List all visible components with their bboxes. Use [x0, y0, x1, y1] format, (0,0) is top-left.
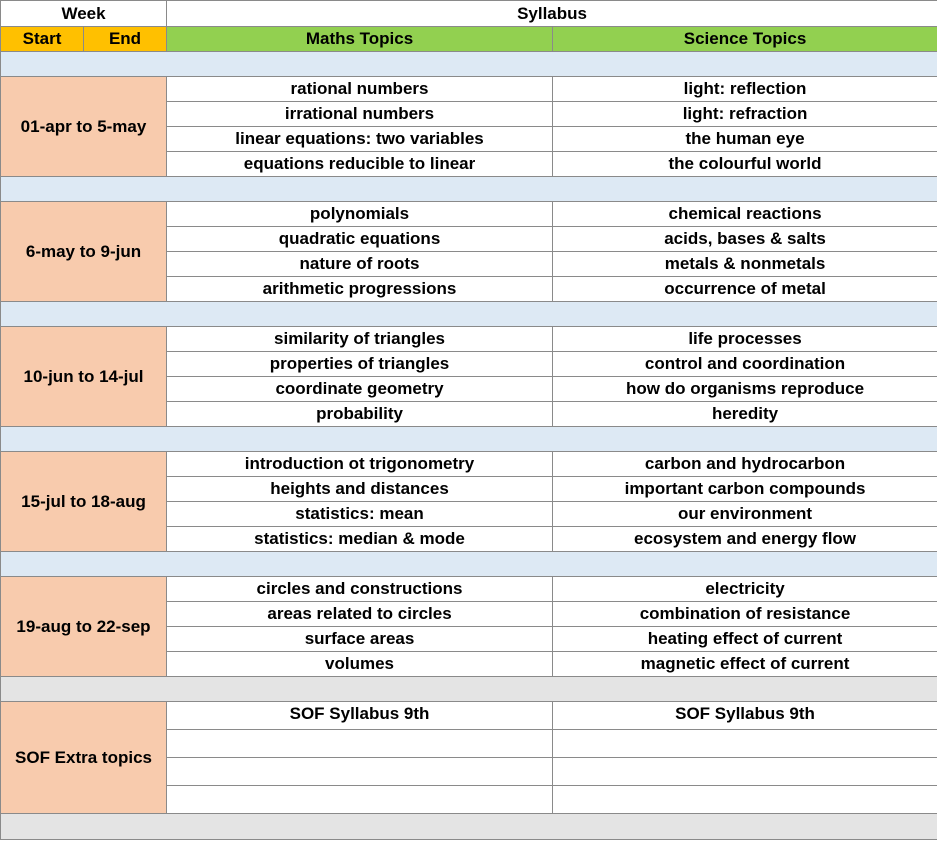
period-cell[interactable]: 10-jun to 14-jul	[1, 327, 167, 427]
spacer-row	[1, 302, 937, 327]
maths-topic-cell[interactable]: quadratic equations	[167, 227, 553, 252]
science-topic-cell[interactable]: the colourful world	[553, 152, 937, 177]
maths-topic-cell[interactable]: statistics: mean	[167, 502, 553, 527]
science-topic-cell[interactable]: how do organisms reproduce	[553, 377, 937, 402]
spacer-row	[1, 677, 937, 702]
spacer-cell[interactable]	[1, 52, 937, 77]
empty-cell[interactable]	[553, 758, 937, 786]
maths-topic-cell[interactable]: nature of roots	[167, 252, 553, 277]
spacer-cell[interactable]	[1, 302, 937, 327]
science-topic-cell[interactable]: electricity	[553, 577, 937, 602]
end-header[interactable]: End	[84, 27, 167, 52]
maths-topic-cell[interactable]: rational numbers	[167, 77, 553, 102]
spacer-cell[interactable]	[1, 177, 937, 202]
table-row	[1, 702, 937, 730]
table-row	[1, 327, 937, 352]
science-topic-cell[interactable]: carbon and hydrocarbon	[553, 452, 937, 477]
table-row	[1, 202, 937, 227]
science-topic-cell[interactable]: heating effect of current	[553, 627, 937, 652]
maths-topic-cell[interactable]: volumes	[167, 652, 553, 677]
science-topic-cell[interactable]: the human eye	[553, 127, 937, 152]
maths-topic-cell[interactable]: linear equations: two variables	[167, 127, 553, 152]
spacer-cell[interactable]	[1, 677, 937, 702]
spacer-row	[1, 427, 937, 452]
spacer-row	[1, 177, 937, 202]
science-topic-cell[interactable]: combination of resistance	[553, 602, 937, 627]
sof-period-cell[interactable]: SOF Extra topics	[1, 702, 167, 814]
science-topic-cell[interactable]: light: reflection	[553, 77, 937, 102]
start-header[interactable]: Start	[1, 27, 84, 52]
maths-topics-header[interactable]: Maths Topics	[167, 27, 553, 52]
spacer-cell[interactable]	[1, 814, 937, 840]
spacer-row	[1, 552, 937, 577]
science-topic-cell[interactable]: light: refraction	[553, 102, 937, 127]
science-topic-cell[interactable]: acids, bases & salts	[553, 227, 937, 252]
maths-topic-cell[interactable]: irrational numbers	[167, 102, 553, 127]
table-row	[1, 452, 937, 477]
maths-topic-cell[interactable]: equations reducible to linear	[167, 152, 553, 177]
empty-cell[interactable]	[167, 730, 553, 758]
period-cell[interactable]: 6-may to 9-jun	[1, 202, 167, 302]
empty-cell[interactable]	[553, 730, 937, 758]
table-row	[1, 577, 937, 602]
sof-science-cell[interactable]: SOF Syllabus 9th	[553, 702, 937, 730]
maths-topic-cell[interactable]: heights and distances	[167, 477, 553, 502]
maths-topic-cell[interactable]: coordinate geometry	[167, 377, 553, 402]
maths-topic-cell[interactable]: circles and constructions	[167, 577, 553, 602]
sof-maths-cell[interactable]: SOF Syllabus 9th	[167, 702, 553, 730]
week-header[interactable]: Week	[1, 1, 167, 27]
science-topic-cell[interactable]: heredity	[553, 402, 937, 427]
spacer-cell[interactable]	[1, 552, 937, 577]
science-topics-header[interactable]: Science Topics	[553, 27, 937, 52]
maths-topic-cell[interactable]: polynomials	[167, 202, 553, 227]
period-cell[interactable]: 19-aug to 22-sep	[1, 577, 167, 677]
empty-cell[interactable]	[167, 758, 553, 786]
maths-topic-cell[interactable]: properties of triangles	[167, 352, 553, 377]
maths-topic-cell[interactable]: surface areas	[167, 627, 553, 652]
period-cell[interactable]: 15-jul to 18-aug	[1, 452, 167, 552]
spacer-row	[1, 814, 937, 840]
science-topic-cell[interactable]: life processes	[553, 327, 937, 352]
spacer-cell[interactable]	[1, 427, 937, 452]
empty-cell[interactable]	[167, 786, 553, 814]
science-topic-cell[interactable]: magnetic effect of current	[553, 652, 937, 677]
period-cell[interactable]: 01-apr to 5-may	[1, 77, 167, 177]
maths-topic-cell[interactable]: arithmetic progressions	[167, 277, 553, 302]
maths-topic-cell[interactable]: introduction ot trigonometry	[167, 452, 553, 477]
science-topic-cell[interactable]: our environment	[553, 502, 937, 527]
maths-topic-cell[interactable]: areas related to circles	[167, 602, 553, 627]
science-topic-cell[interactable]: metals & nonmetals	[553, 252, 937, 277]
table-row	[1, 77, 937, 102]
science-topic-cell[interactable]: occurrence of metal	[553, 277, 937, 302]
maths-topic-cell[interactable]: statistics: median & mode	[167, 527, 553, 552]
maths-topic-cell[interactable]: probability	[167, 402, 553, 427]
science-topic-cell[interactable]: ecosystem and energy flow	[553, 527, 937, 552]
science-topic-cell[interactable]: chemical reactions	[553, 202, 937, 227]
science-topic-cell[interactable]: important carbon compounds	[553, 477, 937, 502]
science-topic-cell[interactable]: control and coordination	[553, 352, 937, 377]
syllabus-header[interactable]: Syllabus	[167, 1, 937, 27]
spacer-row	[1, 52, 937, 77]
empty-cell[interactable]	[553, 786, 937, 814]
maths-topic-cell[interactable]: similarity of triangles	[167, 327, 553, 352]
